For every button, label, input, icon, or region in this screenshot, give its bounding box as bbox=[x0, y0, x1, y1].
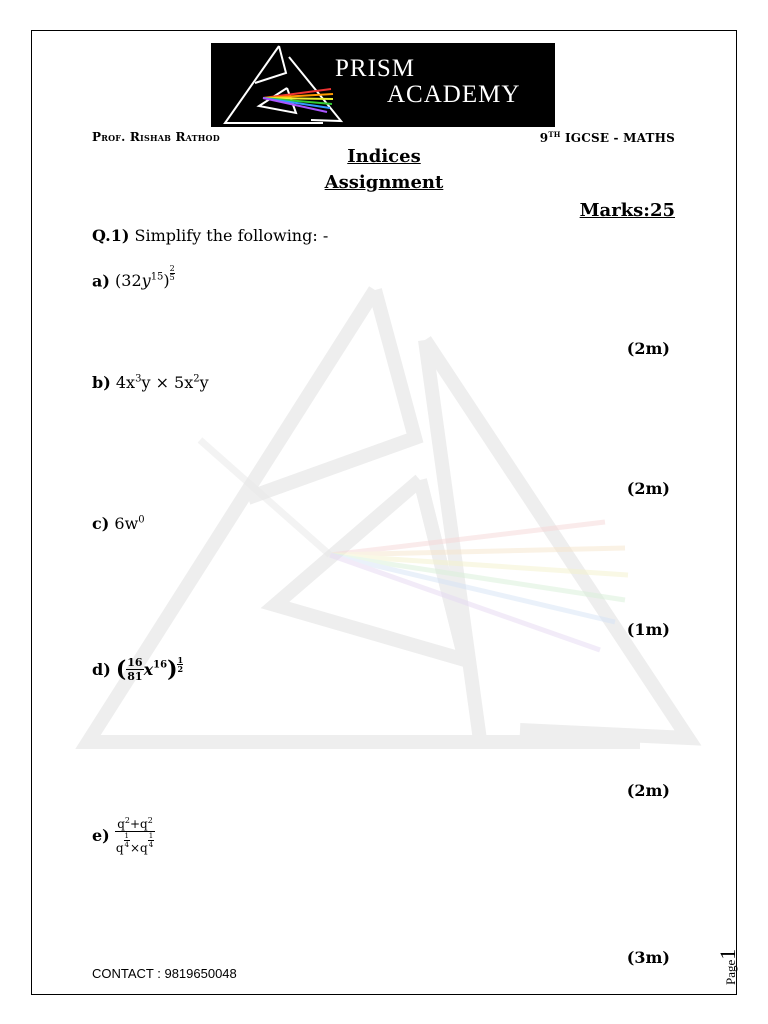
part-b-label: b) bbox=[92, 373, 111, 392]
part-a-label: a) bbox=[92, 271, 110, 291]
grade-number: 9 bbox=[539, 131, 549, 145]
part-e-label: e) bbox=[92, 826, 110, 845]
total-marks: Marks:25 bbox=[579, 200, 675, 221]
part-e bbox=[92, 816, 155, 855]
part-c bbox=[92, 514, 145, 533]
page-title: Indices bbox=[347, 146, 421, 167]
part-e-expression: $q^2+q^2$ q $\frac{1}{4}$ ×q $\frac{1}{4}$ bbox=[115, 816, 154, 855]
part-c-marks: (1m) bbox=[626, 620, 670, 639]
page-num: 1 bbox=[715, 948, 740, 960]
question-text: Simplify the following: - bbox=[129, 226, 329, 245]
part-d bbox=[92, 656, 183, 683]
page-number bbox=[715, 949, 741, 985]
academy-logo bbox=[211, 43, 555, 127]
grade-suffix: TH bbox=[548, 130, 561, 139]
part-c-label: c) bbox=[92, 514, 110, 533]
question-label: Q.1) bbox=[92, 226, 130, 245]
teacher-name: Prof. Rishab Rathod bbox=[92, 130, 220, 144]
question-1 bbox=[92, 226, 328, 245]
logo-text-academy: ACADEMY bbox=[387, 81, 521, 108]
logo-text-prism: PRISM bbox=[335, 55, 416, 82]
part-b-expression: $4x^3y \times 5x^2y$ bbox=[115, 373, 209, 392]
part-d-expression: ( $\frac{16}{81}$ $x^{16}$) $\frac{1}{2}$ bbox=[115, 655, 184, 683]
part-b-marks: (2m) bbox=[626, 479, 670, 498]
part-a-marks: (2m) bbox=[626, 339, 670, 358]
contact-number: CONTACT : 9819650048 bbox=[92, 966, 237, 981]
part-d-marks: (2m) bbox=[626, 781, 670, 800]
part-c-expression: $6w^0$ bbox=[114, 514, 145, 533]
page-word: Page bbox=[723, 959, 738, 985]
part-d-label: d) bbox=[92, 660, 111, 679]
grade-subject-text: IGCSE - MATHS bbox=[560, 131, 675, 145]
part-a bbox=[92, 265, 175, 290]
grade-subject bbox=[540, 130, 675, 145]
part-e-marks: (3m) bbox=[626, 948, 670, 967]
page-subtitle: Assignment bbox=[324, 172, 444, 193]
part-b bbox=[92, 373, 209, 392]
part-a-expression: $(32y^{15})$ $\frac{2}{5}$ bbox=[115, 264, 175, 291]
